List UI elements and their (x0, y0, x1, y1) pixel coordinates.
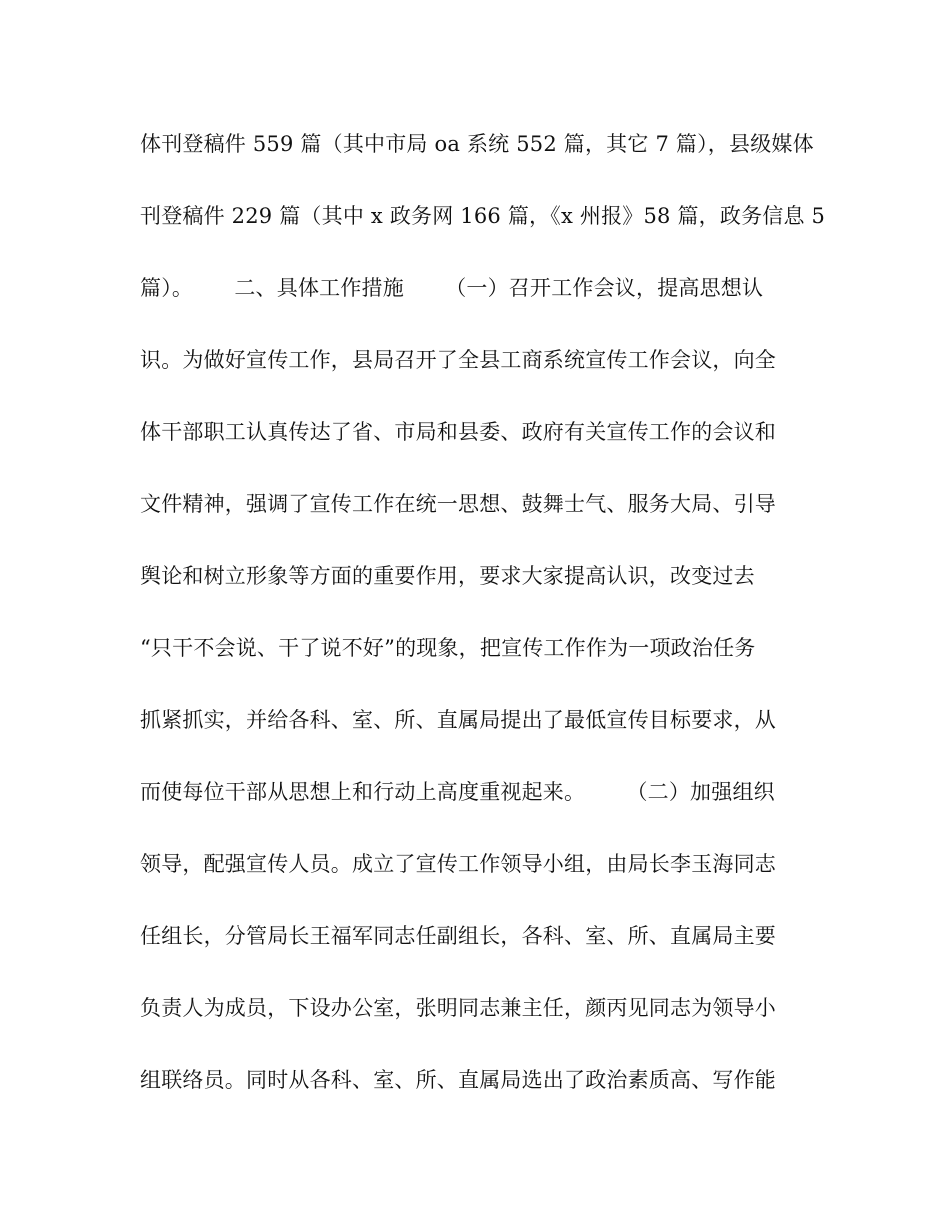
text-line-12: 任组长，分管局长王福军同志任副组长，各科、室、所、直属局主要 (140, 924, 776, 948)
body-text (140, 122, 826, 1130)
text-line-3: 篇）。 二、具体工作措施 （一）召开工作会议，提高思想认 (140, 276, 764, 300)
text-line-8: “只干不会说、干了说不好”的现象，把宣传工作作为一项政治任务 (140, 636, 756, 660)
text-line-10: 而使每位干部从思想上和行动上高度重视起来。 （二）加强组织 (140, 780, 775, 804)
text-line-13: 负责人为成员，下设办公室，张明同志兼主任，颜丙见同志为领导小 (140, 996, 776, 1020)
text-line-5: 体干部职工认真传达了省、市局和县委、政府有关宣传工作的会议和 (140, 420, 776, 444)
text-line-7: 舆论和树立形象等方面的重要作用，要求大家提高认识，改变过去 (140, 564, 755, 588)
text-line-2: 刊登稿件 229 篇（其中 x 政务网 166 篇，《x 州报》58 篇，政务信息 5 (140, 204, 826, 228)
text-line-11: 领导，配强宣传人员。成立了宣传工作领导小组，由局长李玉海同志 (140, 852, 776, 876)
text-line-6: 文件精神，强调了宣传工作在统一思想、鼓舞士气、服务大局、引导 (140, 492, 776, 516)
text-line-14: 组联络员。同时从各科、室、所、直属局选出了政治素质高、写作能 (140, 1068, 776, 1092)
text-line-4: 识。为做好宣传工作，县局召开了全县工商系统宣传工作会议，向全 (140, 348, 776, 372)
text-line-9: 抓紧抓实，并给各科、室、所、直属局提出了最低宣传目标要求，从 (140, 708, 776, 732)
text-line-1: 体刊登稿件 559 篇（其中市局 oa 系统 552 篇，其它 7 篇），县级媒体 (140, 132, 814, 156)
